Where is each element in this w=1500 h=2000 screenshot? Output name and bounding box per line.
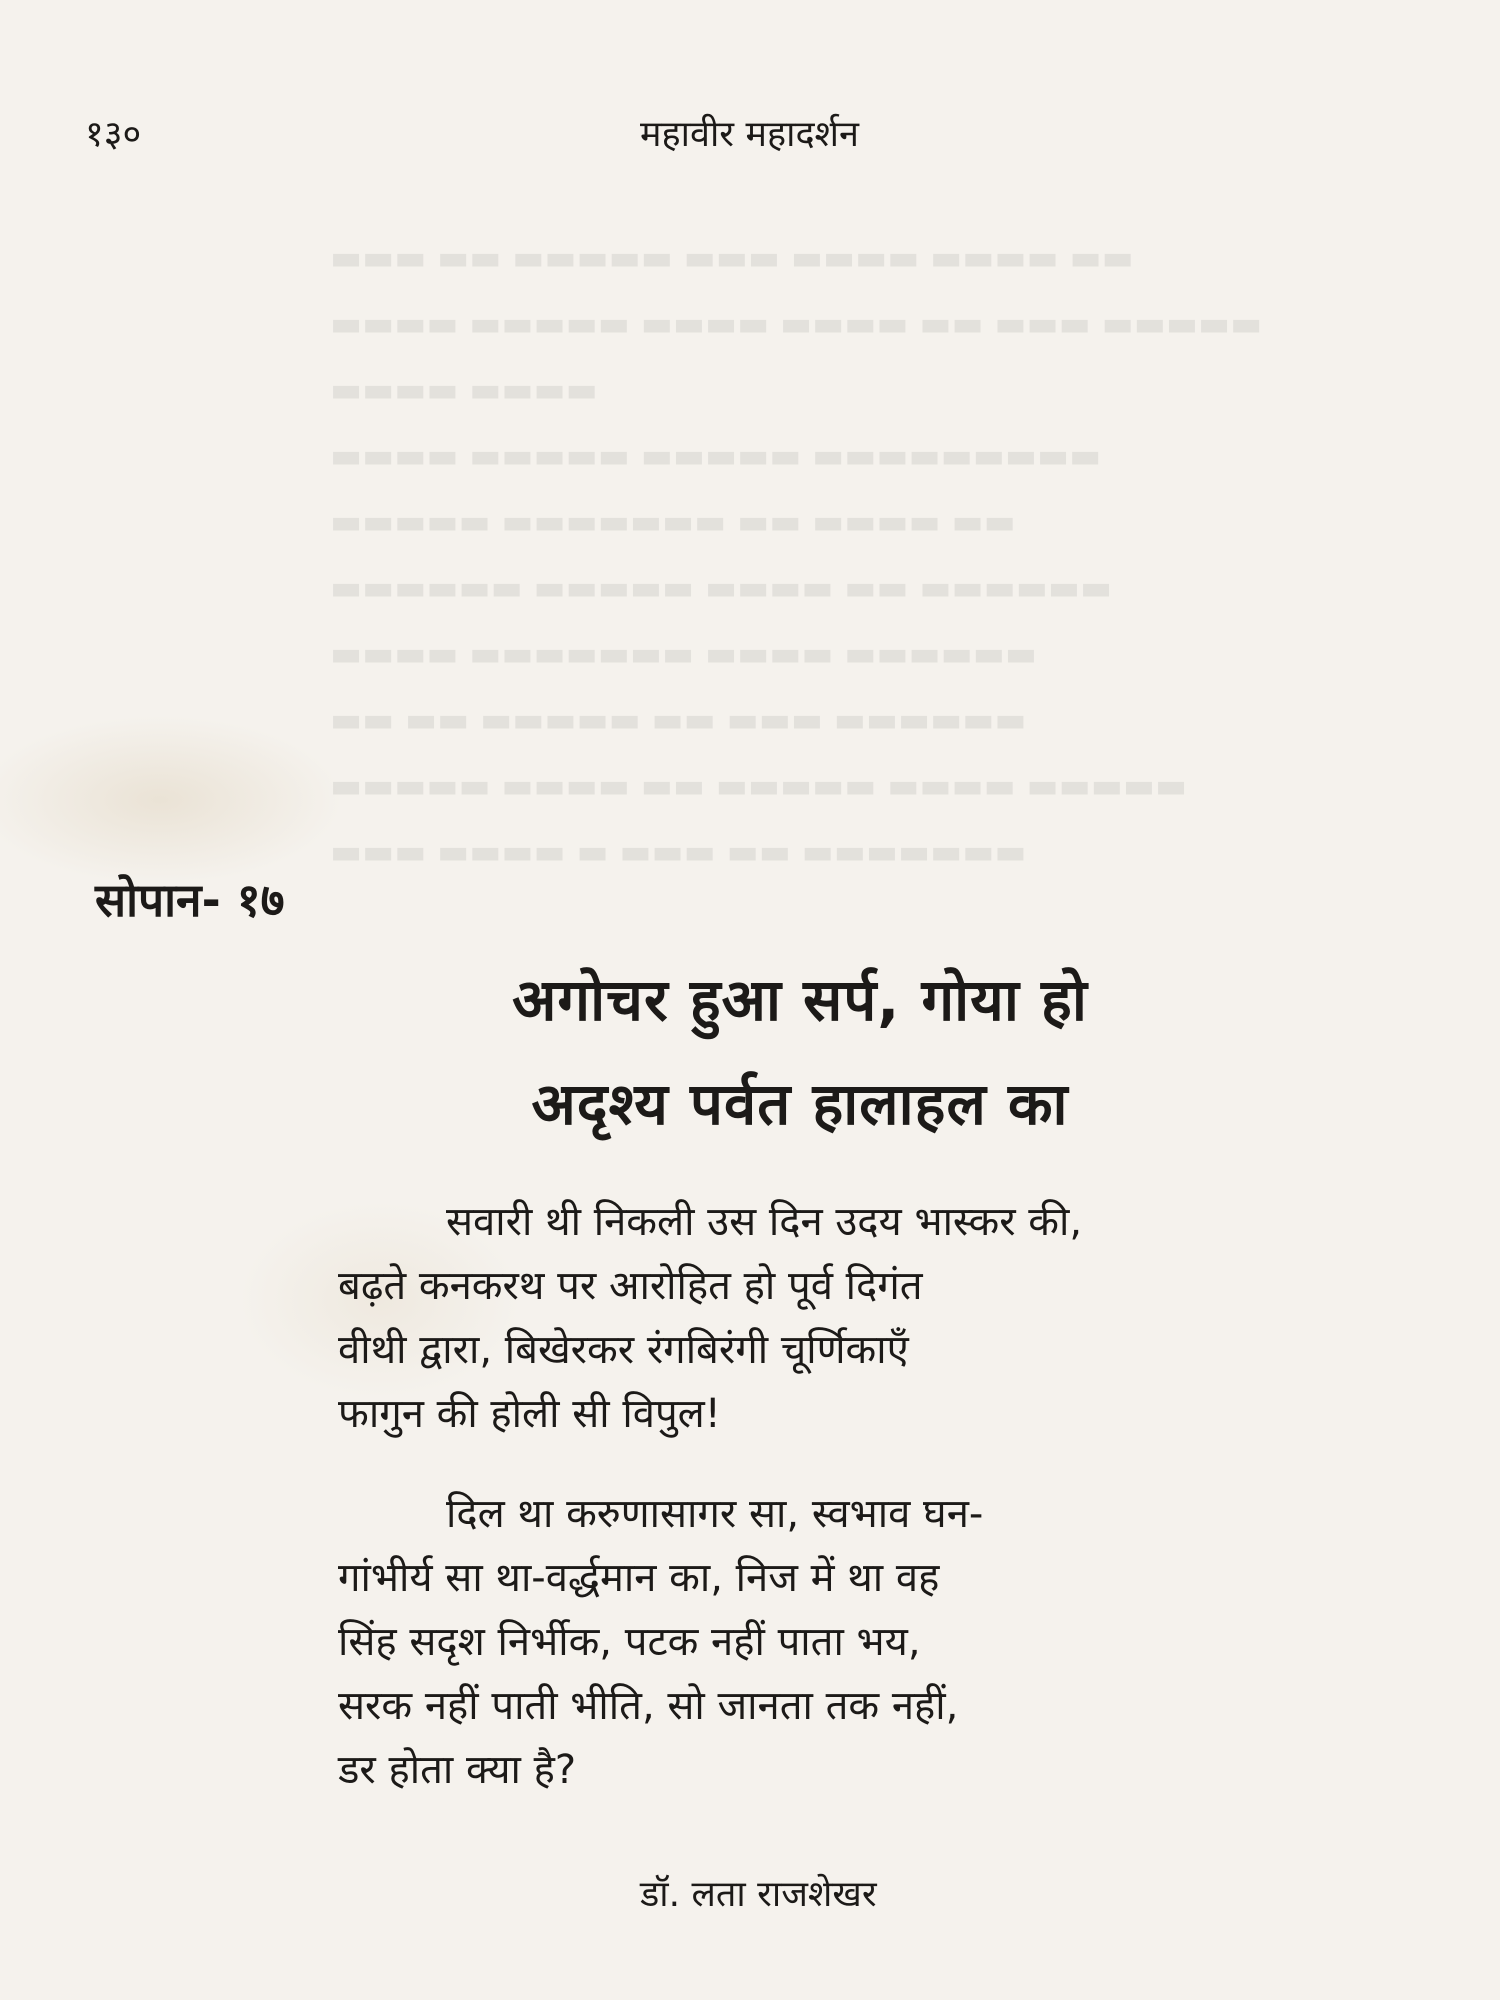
chapter-title-line-1: अगोचर हुआ सर्प, गोया हो bbox=[512, 966, 1088, 1034]
poem-line: बढ़ते कनकरथ पर आरोहित हो पूर्व दिगंत bbox=[338, 1263, 923, 1309]
poem-line: सरक नहीं पाती भीति, सो जानता तक नहीं, bbox=[338, 1683, 959, 1729]
poem-line: गांभीर्य सा था-वर्द्धमान का, निज में था वह bbox=[338, 1555, 940, 1601]
author-name: डॉ. लता राजशेखर bbox=[640, 1874, 877, 1915]
poem-line: वीथी द्वारा, बिखेरकर रंगबिरंगी चूर्णिकाएँ bbox=[338, 1327, 909, 1373]
chapter-title-line-2: अदृश्य पर्वत हालाहल का bbox=[531, 1070, 1069, 1138]
poem-line: डर होता क्या है? bbox=[338, 1747, 577, 1793]
chapter-label: सोपान- १७ bbox=[95, 873, 285, 927]
page-number: १३० bbox=[85, 114, 142, 155]
running-title: महावीर महादर्शन bbox=[640, 114, 860, 155]
poem-line: सिंह सदृश निर्भीक, पटक नहीं पाता भय, bbox=[338, 1619, 921, 1665]
poem-line: फागुन की होली सी विपुल! bbox=[338, 1391, 721, 1437]
poem-line: दिल था करुणासागर सा, स्वभाव घन- bbox=[446, 1491, 984, 1537]
poem-line: सवारी थी निकली उस दिन उदय भास्कर की, bbox=[446, 1199, 1083, 1245]
show-through-text: ▬▬▬ ▬▬ ▬▬▬▬▬ ▬▬▬ ▬▬▬▬ ▬▬▬▬ ▬▬ ▬▬▬▬ ▬▬▬▬▬ ▬▬▬▬ ▬▬▬▬ ▬▬ ▬▬▬ ▬▬▬▬▬ ▬▬▬▬ ▬▬▬▬ ▬▬▬▬ ▬▬▬▬▬ ▬▬▬▬▬ ▬▬▬▬▬▬▬▬▬ ▬▬▬▬▬ ▬▬▬▬▬▬▬ ▬▬ ▬▬▬▬ ▬▬ ▬▬▬▬▬▬ ▬▬▬▬▬ ▬▬▬▬ ▬▬ ▬▬▬▬▬▬ ▬▬▬▬ ▬▬▬▬▬▬▬ ▬▬▬▬ ▬▬▬▬▬▬ ▬▬ ▬▬ ▬▬▬▬▬ ▬▬ ▬▬▬ ▬▬▬▬▬▬ ▬▬▬▬▬ ▬▬▬▬ ▬▬ ▬▬▬▬▬ ▬▬▬▬ ▬▬▬▬▬ ▬▬▬ ▬▬▬▬ ▬ ▬▬▬ ▬▬ ▬▬▬▬▬▬▬ bbox=[330, 238, 1263, 872]
poem-stanza-1 bbox=[338, 1190, 1338, 1446]
poem-stanza-2 bbox=[338, 1482, 1338, 1802]
